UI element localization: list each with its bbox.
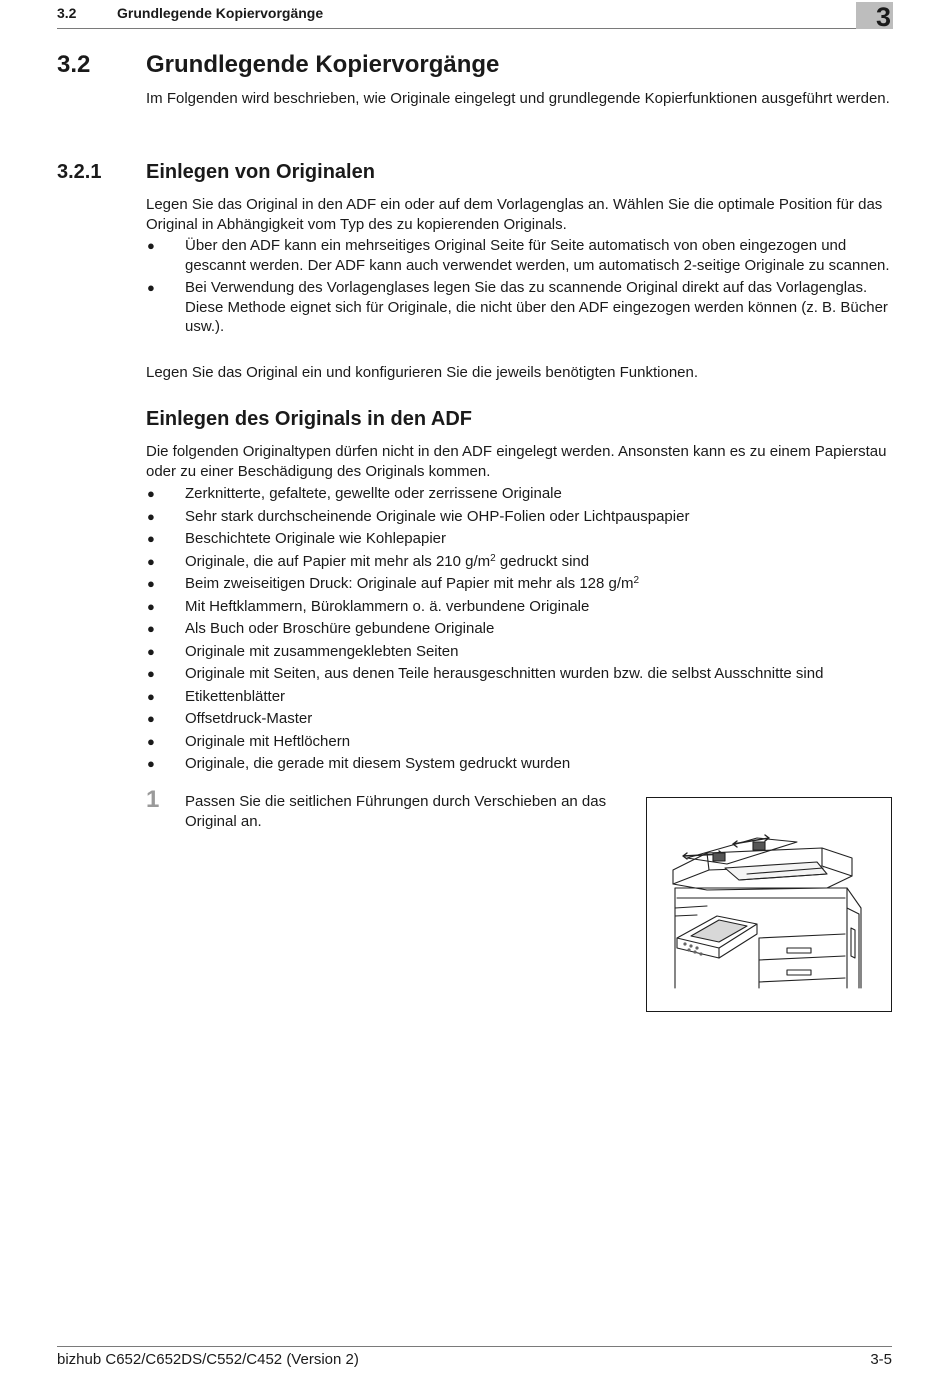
- list-item: ● Beim zweiseitigen Druck: Originale auf Papier mit mehr als 128 $g/m^2$: [147, 575, 640, 592]
- list-item: ● Beschichtete Originale wie Kohlepapier: [147, 530, 446, 547]
- subsection-title: Einlegen von Originalen: [146, 161, 375, 183]
- bullet-icon: ●: [147, 688, 155, 704]
- running-header-title: Grundlegende Kopiervorgänge: [117, 5, 324, 21]
- bullet-icon: ●: [147, 598, 155, 614]
- subsection-number: 3.2.1: [57, 161, 102, 183]
- list-item: ● Zerknitterte, gefaltete, gewellte oder zerrissene Originale: [147, 485, 562, 502]
- copier-drawing: [647, 798, 891, 1011]
- adf-heading: Einlegen des Originals in den ADF: [146, 408, 472, 430]
- list-item: ● Originale, die gerade mit diesem System gedruckt wurden: [147, 755, 571, 772]
- list-item: ● Etikettenblätter: [147, 687, 286, 705]
- list-item: ● Sehr stark durchscheinende Originale wie OHP-Folien oder Lichtpauspapier: [147, 507, 690, 525]
- bullet-icon: ●: [147, 756, 155, 771]
- bullet-icon: ●: [147, 643, 155, 659]
- adf-intro: Die folgenden Originaltypen dürfen nicht in den ADF eingelegt werden. Ansonsten kann es zu einem Papierstau oder zu einer Beschädigung des Originals kommen.: [146, 443, 887, 480]
- list-item: ● Originale, die auf Papier mit mehr als 210 $g/m^2$ gedruckt sind: [147, 552, 590, 570]
- bullet-icon: ●: [147, 553, 155, 569]
- page-number: 3-5: [870, 1351, 892, 1368]
- list-item: ● Offsetdruck-Master: [147, 710, 313, 727]
- superscript: 2: [633, 575, 640, 586]
- list-item: ● Bei Verwendung des Vorlagenglases legen Sie das zu scannende Original direkt auf das Vorlagenglas. Diese Methode eignet sich für Originale, die nicht über den ADF eingezogen werden können (z. B. Bücher usw.).: [147, 279, 888, 335]
- bullet-icon: ●: [147, 666, 155, 681]
- section-title: Grundlegende Kopiervorgänge: [146, 51, 500, 78]
- list-item: ● Als Buch oder Broschüre gebundene Originale: [147, 620, 495, 637]
- running-header-section-number: 3.2: [57, 5, 77, 21]
- subsection-intro: Legen Sie das Original in den ADF ein oder auf dem Vorlagenglas an. Wählen Sie die optimale Position für das Original in Abhängigkeit vom Typ des zu kopierenden Originals.: [146, 196, 883, 233]
- list-item: ● Mit Heftklammern, Büroklammern o. ä. verbundene Originale: [147, 597, 590, 615]
- bullet-icon: ●: [147, 508, 155, 524]
- chapter-tab: 3: [856, 2, 893, 29]
- section-number: 3.2: [57, 51, 91, 78]
- placement-options-list: [146, 236, 891, 340]
- footer-rule: [57, 1346, 892, 1347]
- step-text: Passen Sie die seitlichen Führungen durch Verschieben an das Original an.: [185, 793, 607, 830]
- list-item: ● Originale mit Heftlöchern: [147, 732, 351, 750]
- list-item: ● Über den ADF kann ein mehrseitiges Original Seite für Seite automatisch von oben eingezogen und gescannt werden. Der ADF kann auch verwendet werden, um automatisch 2-seitige Originale zu scannen.: [147, 237, 890, 274]
- list-item: ● Originale mit Seiten, aus denen Teile herausgeschnitten wurden bzw. die selbst Ausschnitte sind: [147, 665, 824, 682]
- bullet-icon: ●: [147, 280, 155, 295]
- footer-model: bizhub C652/C652DS/C552/C452 (Version 2): [57, 1351, 359, 1368]
- bullet-icon: ●: [147, 531, 155, 546]
- header-rule: [57, 28, 892, 29]
- bullet-icon: ●: [147, 733, 155, 749]
- bullet-icon: ●: [147, 576, 155, 591]
- section-intro: Im Folgenden wird beschrieben, wie Originale eingelegt und grundlegende Kopierfunktionen ausgeführt werden.: [146, 90, 890, 107]
- bullet-icon: ●: [147, 238, 155, 253]
- subsection-outro: Legen Sie das Original ein und konfigurieren Sie die jeweils benötigten Funktionen.: [146, 364, 699, 381]
- unsuitable-originals-list: [146, 484, 891, 777]
- superscript: 2: [490, 552, 496, 564]
- bullet-icon: ●: [147, 486, 155, 501]
- copier-adf-illustration: [646, 797, 892, 1012]
- bullet-icon: ●: [147, 621, 155, 636]
- step-number: 1: [146, 786, 160, 813]
- bullet-icon: ●: [147, 711, 155, 726]
- list-item: ● Originale mit zusammengeklebten Seiten: [147, 642, 459, 660]
